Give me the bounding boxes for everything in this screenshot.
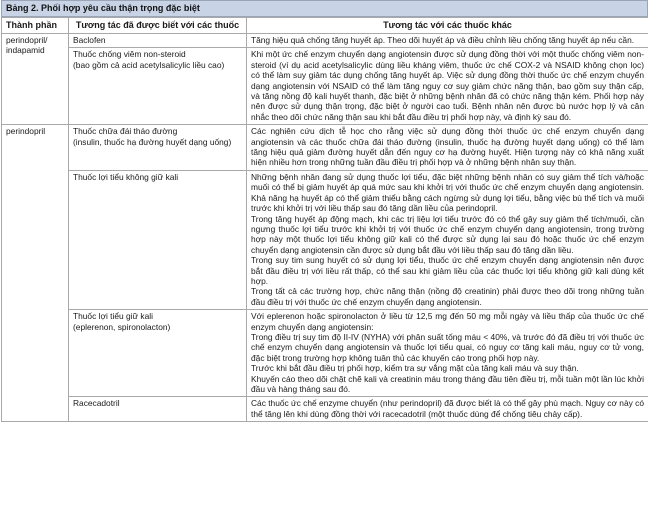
interaction-text: Khuyến cáo theo dõi chặt chẽ kali và creatinin máu trong tháng đầu tiên điều trị, mỗi tuần một lần lúc khởi đầu và hàng tháng sau đó. — [251, 373, 644, 394]
component-name: perindopril — [6, 126, 46, 137]
drug-cell — [69, 310, 247, 397]
drug-cell — [69, 34, 247, 48]
interaction-text: Với eplerenon hoặc spironolacton ở liều từ 12,5 mg đến 50 mg mỗi ngày và liều thấp của thuốc ức chế enzym chuyển dạng angiotensin: — [251, 311, 644, 332]
interaction-text: Trong điều trị suy tim độ II-IV (NYHA) với phân suất tống máu < 40%, và trước đó đã điều trị với thuốc ức chế enzym chuyển dạng angiotensin và thuốc lợi tiểu quai, có nguy cơ tăng kali máu, nguy cơ tử vong, đặc biệt trong trường hợp không tuân thủ các khuyến cáo trong phối hợp này. — [251, 331, 644, 363]
interaction-cell — [247, 48, 649, 125]
interaction-text: Các nghiên cứu dịch tễ học cho rằng việc sử dụng đồng thời thuốc ức chế enzym chuyển dạng angiotensin và các thuốc chữa đái tháo đường (insulin, thuốc hạ đường huyết dạng uống) có thể làm tăng hiệu quả giảm đường huyết dẫn đến nguy cơ hạ đường huyết. Hiện tượng này có khả năng xuất hiện nhiều hơn trong những tuần đầu điều trị phối hợp và ở những bệnh nhân suy thận. — [251, 126, 644, 168]
header-drug: Tương tác đã được biết với các thuốc — [69, 18, 247, 34]
header-component: Thành phần — [2, 18, 69, 34]
drug-cell — [69, 397, 247, 422]
interaction-text: Trong tất cả các trường hợp, chức năng thận (nồng độ creatinin) phải được theo dõi trong những tuần đầu điều trị với thuốc ức chế enzym chuyển dạng angiotensin. — [251, 286, 644, 307]
table-caption: Bảng 2. Phối hợp yêu cầu thận trọng đặc biệt — [1, 0, 648, 17]
drug-cell — [69, 48, 247, 125]
interaction-text: Những bệnh nhân đang sử dụng thuốc lợi tiểu, đặc biệt những bệnh nhân có suy giảm thể tích và/hoặc muối có thể bị giảm huyết áp quá mức sau khi khởi trị với thuốc ức chế enzym chuyển dạng angiotensin. Khả năng hạ huyết áp có thể giảm thiểu bằng cách ngừng sử dụng lợi tiểu, bằng việc bù thể tích và muối trước khi khởi trị với liều thấp sau đó tăng dần liều của perindopril. — [251, 171, 644, 214]
component-cell — [2, 125, 69, 422]
table-row — [2, 34, 649, 48]
drug-name: Baclofen — [73, 35, 106, 45]
interaction-cell — [247, 310, 649, 397]
interaction-cell — [247, 125, 649, 171]
drug-name: Thuốc chữa đái tháo đường — [73, 126, 178, 137]
interaction-text: Trước khi bắt đầu điều trị phối hợp, kiểm tra sự vắng mặt của tăng kali máu và suy thận. — [251, 363, 579, 374]
table-row — [2, 310, 649, 397]
drug-name: Racecadotril — [73, 398, 120, 409]
component-cell — [2, 34, 69, 125]
drug-cell — [69, 170, 247, 309]
interaction-cell — [247, 397, 649, 422]
document — [1, 0, 648, 524]
drug-name: Thuốc lợi tiểu không giữ kali — [73, 171, 179, 182]
interaction-text: Khi một ức chế enzym chuyển dạng angiotensin được sử dụng đồng thời với một thuốc chống viêm non-steroid (ví dụ acid acetylsalicylic dùng liều kháng viêm, thuốc ức chế COX-2 và NSAID không chọn lọc) có thể làm suy giảm tác dụng chống tăng huyết áp. Việc sử dụng đồng thời thuốc ức chế enzym chuyển dạng angiotensin với NSAID có thể làm tăng nguy cơ suy giảm chức năng thận, bao gồm suy thận cấp, và tăng nồng độ kali huyết thanh, đặc biệt ở những bệnh nhân đã có chức năng thận kém. Phối hợp này nên được sử dụng thận trọng, đặc biệt ở người cao tuổi. Bệnh nhân nên được bù nước hợp lý và cân nhắc theo dõi chức năng thận sau khi bắt đầu điều trị phối hợp này, và định kỳ sau đó. — [251, 49, 644, 122]
table-row — [2, 170, 649, 309]
drug-name: Thuốc chống viêm non-steroid — [73, 49, 186, 60]
interaction-cell — [247, 170, 649, 309]
drug-detail: (insulin, thuốc hạ đường huyết dạng uống) — [73, 136, 232, 147]
interaction-text: Trong suy tim sung huyết có sử dụng lợi tiểu, thuốc ức chế enzym chuyển dạng angiotensin nên được bắt đầu điều trị với liều rất thấp, có thể sau khi giảm liều của các thuốc lợi tiểu không giữ kali dùng kết hợp. — [251, 255, 644, 286]
interaction-table — [1, 17, 648, 422]
interaction-text: Tăng hiệu quả chống tăng huyết áp. Theo dõi huyết áp và điều chỉnh liều chống tăng huyết áp nếu cần. — [251, 35, 635, 45]
interaction-text: Các thuốc ức chế enzyme chuyển (như perindopril) đã được biết là có thể gây phù mạch. Nguy cơ này có thể tăng lên khi dùng đồng thời với racecadotril (một thuốc dùng để chống tiêu chảy cấp). — [251, 398, 644, 419]
table-row — [2, 48, 649, 125]
interaction-cell — [247, 34, 649, 48]
interaction-text: Trong tăng huyết áp động mạch, khi các trị liệu lợi tiểu trước đó có thể gây suy giảm thể tích/muối, cần ngưng thuốc lợi tiểu trước khi khởi trị với thuốc ức chế enzym chuyển dạng angiotensin, trong trường hợp này một thuốc lợi tiểu không giữ kali có thể được sử dụng lại sau đó hoặc thuốc ức chế enzym chuyển dạng angiotensin cần được sử dụng bắt đầu với liều thấp sau đó tăng dần liều. — [251, 213, 644, 255]
component-name: perindopril/ indapamid — [6, 35, 48, 56]
header-row — [2, 18, 649, 34]
drug-detail: (eplerenon, spironolacton) — [73, 321, 171, 332]
drug-name: Thuốc lợi tiểu giữ kali — [73, 311, 153, 322]
table-row — [2, 125, 649, 171]
drug-detail: (bao gồm cả acid acetylsalicylic liều cao) — [73, 59, 225, 70]
table-row — [2, 397, 649, 422]
header-interaction: Tương tác với các thuốc khác — [247, 18, 649, 34]
drug-cell — [69, 125, 247, 171]
